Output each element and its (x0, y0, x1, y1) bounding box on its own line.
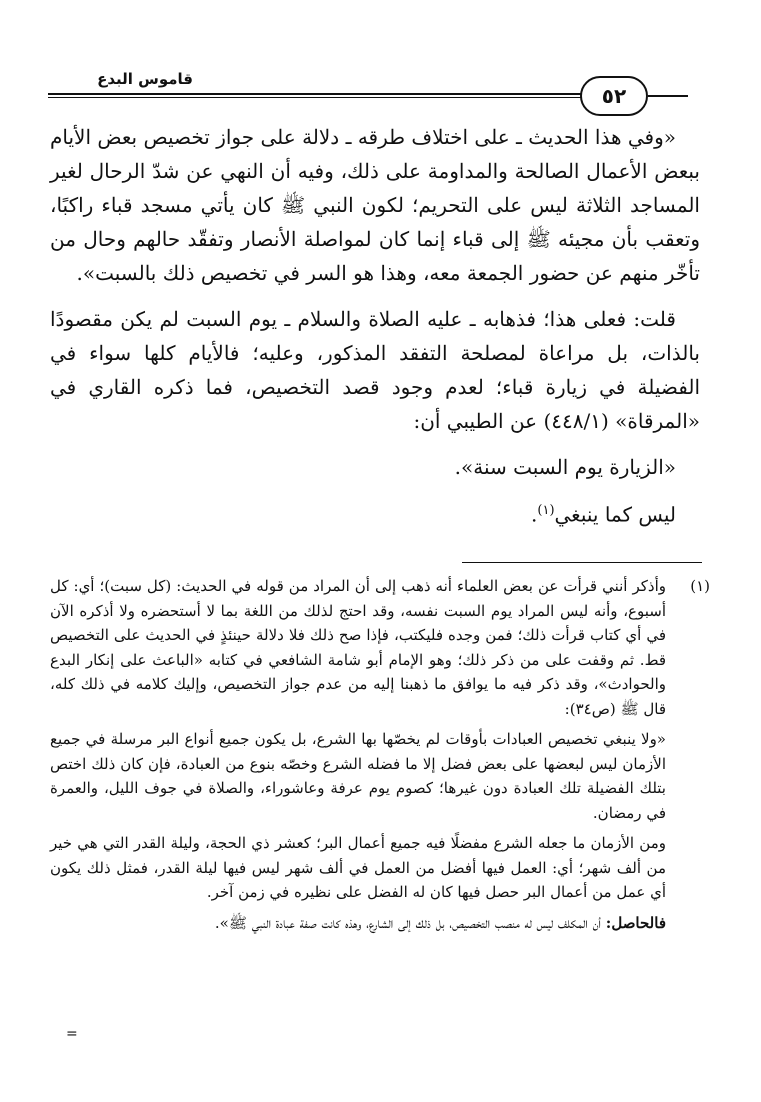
main-text (50, 120, 700, 532)
quoted-line-verdict (50, 494, 676, 532)
footnotes (50, 574, 710, 941)
footnote-reference: (١) (537, 503, 555, 518)
summary-text: أن المكلف ليس له منصب التخصيص، بل ذلك إلى الشارع، وهذه كانت صفة عبادة النبي ﷺ». (214, 913, 606, 932)
footnote-1-text: وأذكر أنني قرأت عن بعض العلماء أنه ذهب إلى أن المراد من قوله في الحديث: (كل سبت)؛ أي: كل أسبوع، وأنه ليس المراد يوم السبت نفسه، وقد احتج لذلك من اللغة بما لا أستحضره ولا أذكره الآن في أي كتاب قرأت ذلك؛ فمن وجده فليكتب، فإذا صح ذلك فلا دلالة حينئذٍ في الحديث على التخصيص قط. ثم وقفت على من ذكر ذلك؛ وهو الإمام أبو شامة الشافعي في كتابه «الباعث على إنكار البدع والحوادث»، وقد ذكر فيه ما يوافق ما ذهبنا إليه من عدم جواز التخصيص، وإليك كلامه في ذلك كله، قال ﷺ (ص٣٤): (50, 577, 666, 718)
footnote-quote-para-2: ومن الأزمان ما جعله الشرع مفضلًا فيه جميع أعمال البر؛ كعشر ذي الحجة، وليلة القدر التي هي خير من ألف شهر؛ أي: العمل فيها أفضل من العمل في ألف شهر ليس فيها ليلة القدر، فمثل ذلك يكون أي عمل من أعمال البر حصل فيها كان له الفضل على نظيره في زمن آخر. (50, 834, 666, 901)
running-head-title: قاموس البدع (97, 70, 193, 88)
footnote-1-intro (50, 574, 710, 721)
footnote-quote-para-1: «ولا ينبغي تخصيص العبادات بأوقات لم يخصّها بها الشرع، بل يكون جميع أنواع البر مرسلة في جميع الأزمان ليس لبعضها على بعض فضل إلا ما فضله الشرع وخصّه بنوع من العبادة، فإن كان ذلك اختص بتلك الفضيلة تلك العبادة دون غيرها؛ كصوم يوم عرفة وعاشوراء، والصلاة في جوف الليل، والعمرة في رمضان. (50, 730, 666, 822)
main-paragraph-quote-hadith: «وفي هذا الحديث ـ على اختلاف طرقه ـ دلالة على جواز تخصيص بعض الأيام ببعض الأعمال الصالحة والمداومة على ذلك، وفيه أن النهي عن شدّ الرحال لغير المساجد الثلاثة ليس على التحريم؛ لكون النبي ﷺ كان يأتي مسجد قباء راكبًا، وتعقب بأن مجيئه ﷺ إلى قباء إنما كان لمواصلة الأنصار وتفقّد حالهم وحال من تأخّر منهم عن حضور الجمعة معه، وهذا هو السر في تخصيص ذلك بالسبت». (50, 125, 700, 285)
main-paragraph-commentary: قلت: فعلى هذا؛ فذهابه ـ عليه الصلاة والسلام ـ يوم السبت لم يكن مقصودًا بالذات، بل مراعاة لمصلحة التفقد المذكور، وعليه؛ فالأيام كلها سواء في الفضيلة في زيارة قباء؛ لعدم وجود قصد التخصيص، فما ذكره القاري في «المرقاة» (٤٤٨/١) عن الطيبي أن: (50, 307, 700, 433)
page-number: ٥٢ (580, 76, 648, 116)
continuation-mark: = (66, 1026, 78, 1042)
verdict-text: ليس كما ينبغي (554, 502, 676, 527)
header-rule-thin (48, 97, 641, 98)
quoted-line-ziyara: «الزيارة يوم السبت سنة». (454, 455, 676, 479)
verdict-end: . (531, 502, 538, 527)
footnote-marker: (١) (690, 577, 710, 595)
summary-label: فالحاصل: (605, 913, 666, 932)
footnote-separator (462, 562, 702, 563)
header-rule (48, 93, 641, 95)
footnote-quote-para-3 (50, 911, 666, 936)
